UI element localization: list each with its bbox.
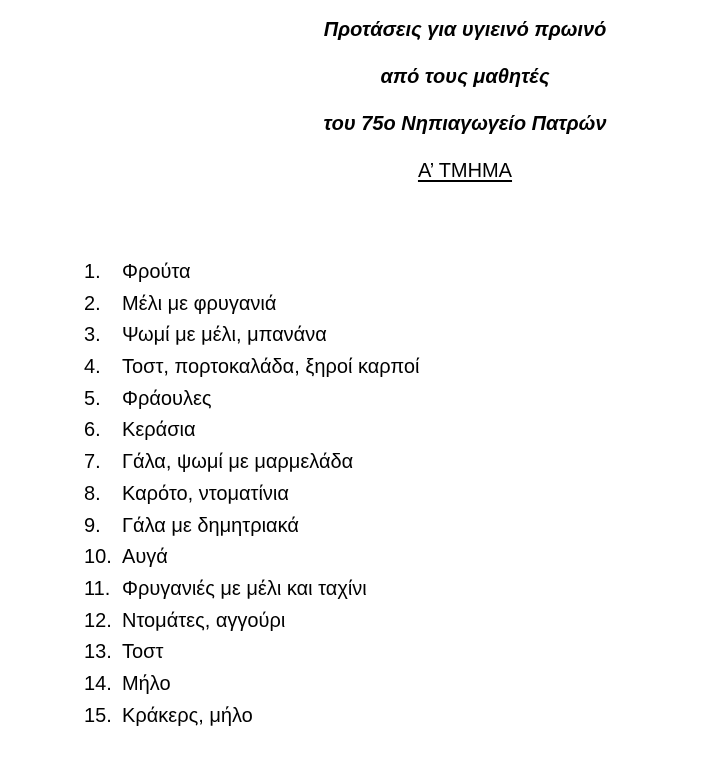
header-title-line-1: Προτάσεις για υγιεινό πρωινό	[323, 19, 607, 41]
list-item	[84, 355, 419, 387]
breakfast-suggestions-list	[84, 260, 419, 735]
list-item-text: Φράουλες	[122, 387, 212, 410]
header-title-line-3: του 75ο Νηπιαγωγείο Πατρών	[323, 113, 607, 135]
list-item-text: Αυγά	[122, 546, 168, 569]
list-item-text: Ψωμί με μέλι, μπανάνα	[122, 324, 327, 347]
list-item	[84, 418, 419, 450]
list-item	[84, 292, 419, 324]
list-item-text: Τοστ, πορτοκαλάδα, ξηροί καρποί	[122, 356, 420, 379]
list-item-number: 3.	[84, 324, 101, 347]
list-item	[84, 514, 419, 546]
list-item	[84, 577, 419, 609]
list-item	[84, 609, 419, 641]
header-title-line-2: από τους μαθητές	[380, 66, 550, 88]
section-title-text: Α’ ΤΜΗΜΑ	[417, 160, 513, 182]
list-item-text: Γάλα, ψωμί με μαρμελάδα	[122, 451, 354, 474]
list-item	[84, 704, 419, 736]
list-item-number: 6.	[84, 419, 101, 442]
list-item-number: 14.	[84, 672, 112, 695]
list-item-text: Γάλα με δημητριακά	[122, 514, 299, 537]
list-item-number: 2.	[84, 292, 101, 315]
list-item-number: 13.	[84, 641, 112, 664]
list-item-number: 12.	[84, 609, 112, 632]
list-item	[84, 450, 419, 482]
list-item-number: 10.	[84, 546, 112, 569]
list-item	[84, 323, 419, 355]
list-item-number: 7.	[84, 451, 101, 474]
list-item-text: Κεράσια	[122, 419, 196, 442]
list-item-number: 11.	[84, 577, 111, 600]
list-item	[84, 545, 419, 577]
document-header	[230, 18, 700, 183]
list-item	[84, 260, 419, 292]
list-item-number: 5.	[84, 387, 101, 410]
list-item-number: 8.	[84, 482, 101, 505]
list-item-text: Καρότο, ντοματίνια	[122, 482, 289, 505]
list-item-text: Τοστ	[122, 641, 164, 664]
list-item	[84, 387, 419, 419]
list-item-text: Μέλι με φρυγανιά	[122, 292, 277, 315]
list-item-text: Κράκερς, μήλο	[122, 704, 253, 727]
list-item-number: 15.	[84, 704, 112, 727]
list-item-number: 1.	[84, 261, 101, 283]
list-item	[84, 640, 419, 672]
list-item-number: 4.	[84, 356, 101, 379]
list-item-number: 9.	[84, 514, 101, 537]
list-item-text: Φρούτα	[122, 261, 191, 283]
list-item	[84, 482, 419, 514]
list-item	[84, 672, 419, 704]
section-title	[230, 159, 700, 183]
list-item-text: Ντομάτες, αγγούρι	[122, 609, 286, 632]
list-item-text: Μήλο	[122, 672, 171, 695]
list-item-text: Φρυγανιές με μέλι και ταχίνι	[122, 577, 367, 600]
